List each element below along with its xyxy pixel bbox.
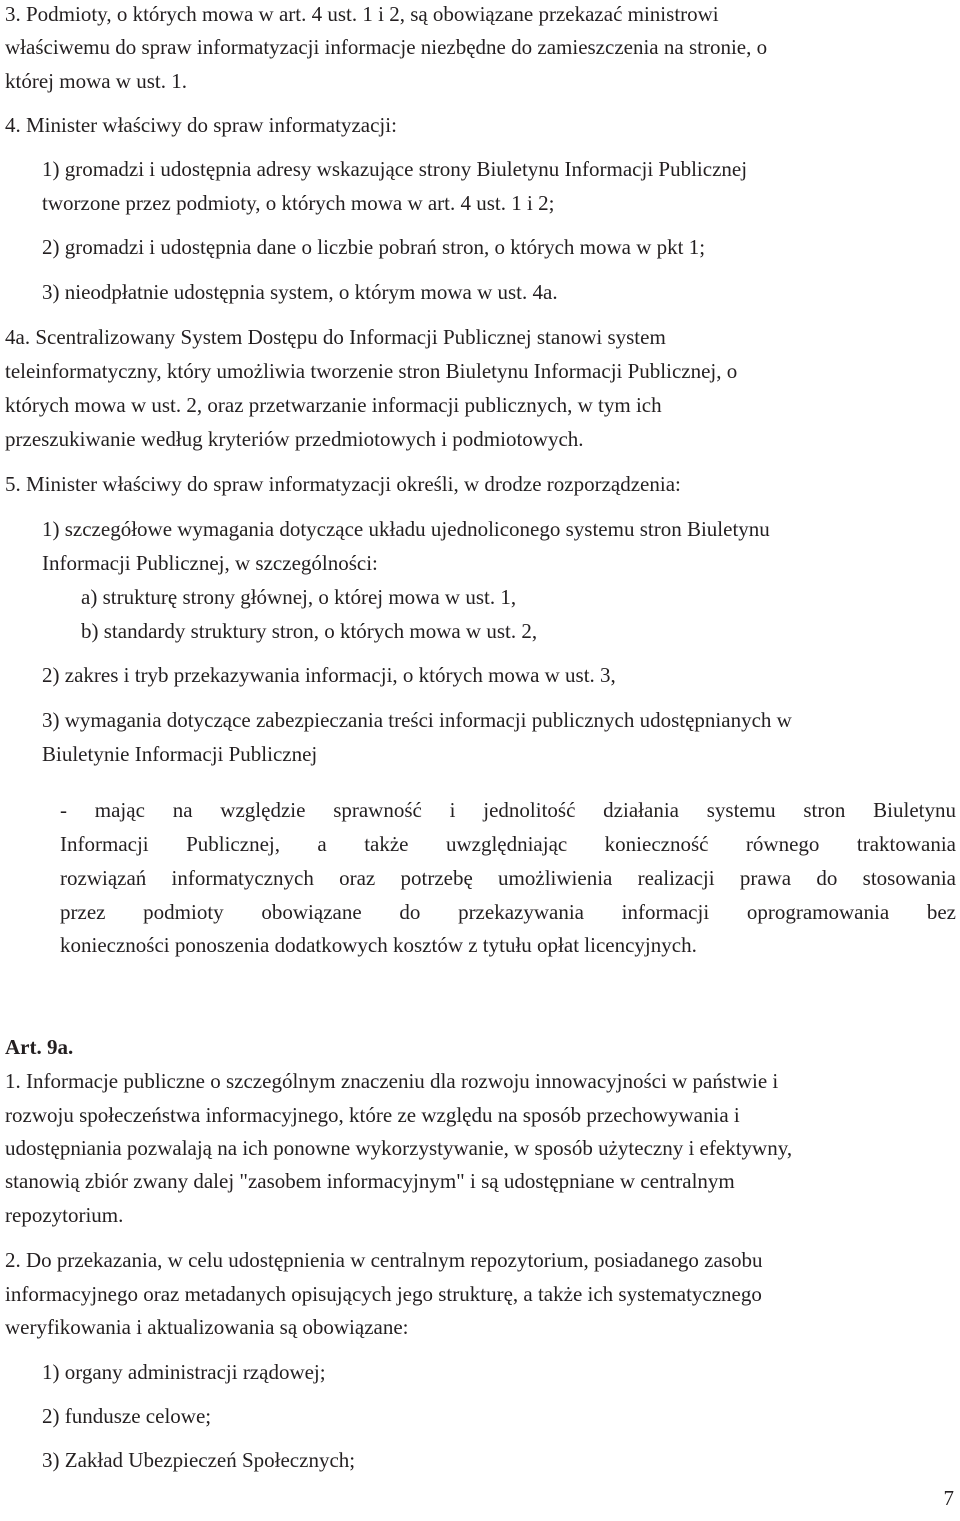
section-intro: 5. Minister właściwy do spraw informatyzacji określi, w drodze rozporządzenia: bbox=[5, 472, 681, 496]
closing-line: konieczności ponoszenia dodatkowych kosztów z tytułu opłat licencyjnych. bbox=[60, 933, 697, 957]
article-heading: Art. 9a. bbox=[5, 1035, 74, 1059]
list-item-continuation: tworzone przez podmioty, o których mowa w art. 4 ust. 1 i 2; bbox=[42, 191, 555, 215]
closing-line: Informacji Publicznej, a także uwzględniając konieczność równego traktowania bbox=[60, 832, 956, 856]
text-line: 1. Informacje publiczne o szczególnym znaczeniu dla rozwoju innowacyjności w państwie i bbox=[5, 1069, 779, 1093]
list-item: 3) Zakład Ubezpieczeń Społecznych; bbox=[42, 1448, 356, 1472]
text-line: której mowa w ust. 1. bbox=[5, 69, 187, 93]
list-item: 1) gromadzi i udostępnia adresy wskazujące strony Biuletynu Informacji Publicznej bbox=[42, 157, 748, 181]
list-item: 2) fundusze celowe; bbox=[42, 1404, 212, 1428]
section-intro: 4. Minister właściwy do spraw informatyzacji: bbox=[5, 113, 397, 137]
text-line: przeszukiwanie według kryteriów przedmiotowych i podmiotowych. bbox=[5, 427, 584, 451]
list-item: 3) nieodpłatnie udostępnia system, o którym mowa w ust. 4a. bbox=[42, 280, 558, 304]
text-line: teleinformatyczny, który umożliwia tworzenie stron Biuletynu Informacji Publicznej, o bbox=[5, 359, 738, 383]
list-item: 1) szczegółowe wymagania dotyczące układu ujednoliconego systemu stron Biuletynu bbox=[42, 517, 770, 541]
sub-list-item: a) strukturę strony głównej, o której mowa w ust. 1, bbox=[81, 585, 517, 609]
list-item: 1) organy administracji rządowej; bbox=[42, 1360, 326, 1384]
closing-line: przez podmioty obowiązane do przekazywania informacji oprogramowania bez bbox=[60, 900, 956, 924]
text-line: udostępniania pozwalają na ich ponowne wykorzystywanie, w sposób użyteczny i efektywny, bbox=[5, 1136, 793, 1160]
text-line: informacyjnego oraz metadanych opisujących jego strukturę, a także ich systematycznego bbox=[5, 1282, 762, 1306]
list-item-continuation: Informacji Publicznej, w szczególności: bbox=[42, 551, 378, 575]
list-item: 2) gromadzi i udostępnia dane o liczbie pobrań stron, o których mowa w pkt 1; bbox=[42, 235, 706, 259]
text-line: weryfikowania i aktualizowania są obowiązane: bbox=[5, 1315, 409, 1339]
list-item-continuation: Biuletynie Informacji Publicznej bbox=[42, 742, 318, 766]
sub-list-item: b) standardy struktury stron, o których mowa w ust. 2, bbox=[81, 619, 538, 643]
closing-line: - mając na względzie sprawność i jednolitość działania systemu stron Biuletynu bbox=[60, 798, 956, 822]
text-line: stanowią zbiór zwany dalej "zasobem informacyjnym" i są udostępniane w centralnym bbox=[5, 1169, 735, 1193]
text-line: 3. Podmioty, o których mowa w art. 4 ust. 1 i 2, są obowiązane przekazać ministrowi bbox=[5, 2, 719, 26]
list-item: 3) wymagania dotyczące zabezpieczania treści informacji publicznych udostępnianych w bbox=[42, 708, 792, 732]
list-item: 2) zakres i tryb przekazywania informacji, o których mowa w ust. 3, bbox=[42, 663, 616, 687]
text-line: 4a. Scentralizowany System Dostępu do Informacji Publicznej stanowi system bbox=[5, 325, 666, 349]
closing-line: rozwiązań informatycznych oraz potrzebę umożliwienia realizacji prawa do stosowania bbox=[60, 866, 956, 890]
page-number: 7 bbox=[943, 1486, 954, 1510]
text-line: repozytorium. bbox=[5, 1203, 124, 1227]
text-line: których mowa w ust. 2, oraz przetwarzanie informacji publicznych, w tym ich bbox=[5, 393, 662, 417]
text-line: 2. Do przekazania, w celu udostępnienia w centralnym repozytorium, posiadanego zasobu bbox=[5, 1248, 763, 1272]
text-line: właściwemu do spraw informatyzacji informacje niezbędne do zamieszczenia na stronie, o bbox=[5, 35, 768, 59]
text-line: rozwoju społeczeństwa informacyjnego, które ze względu na sposób przechowywania i bbox=[5, 1103, 740, 1127]
